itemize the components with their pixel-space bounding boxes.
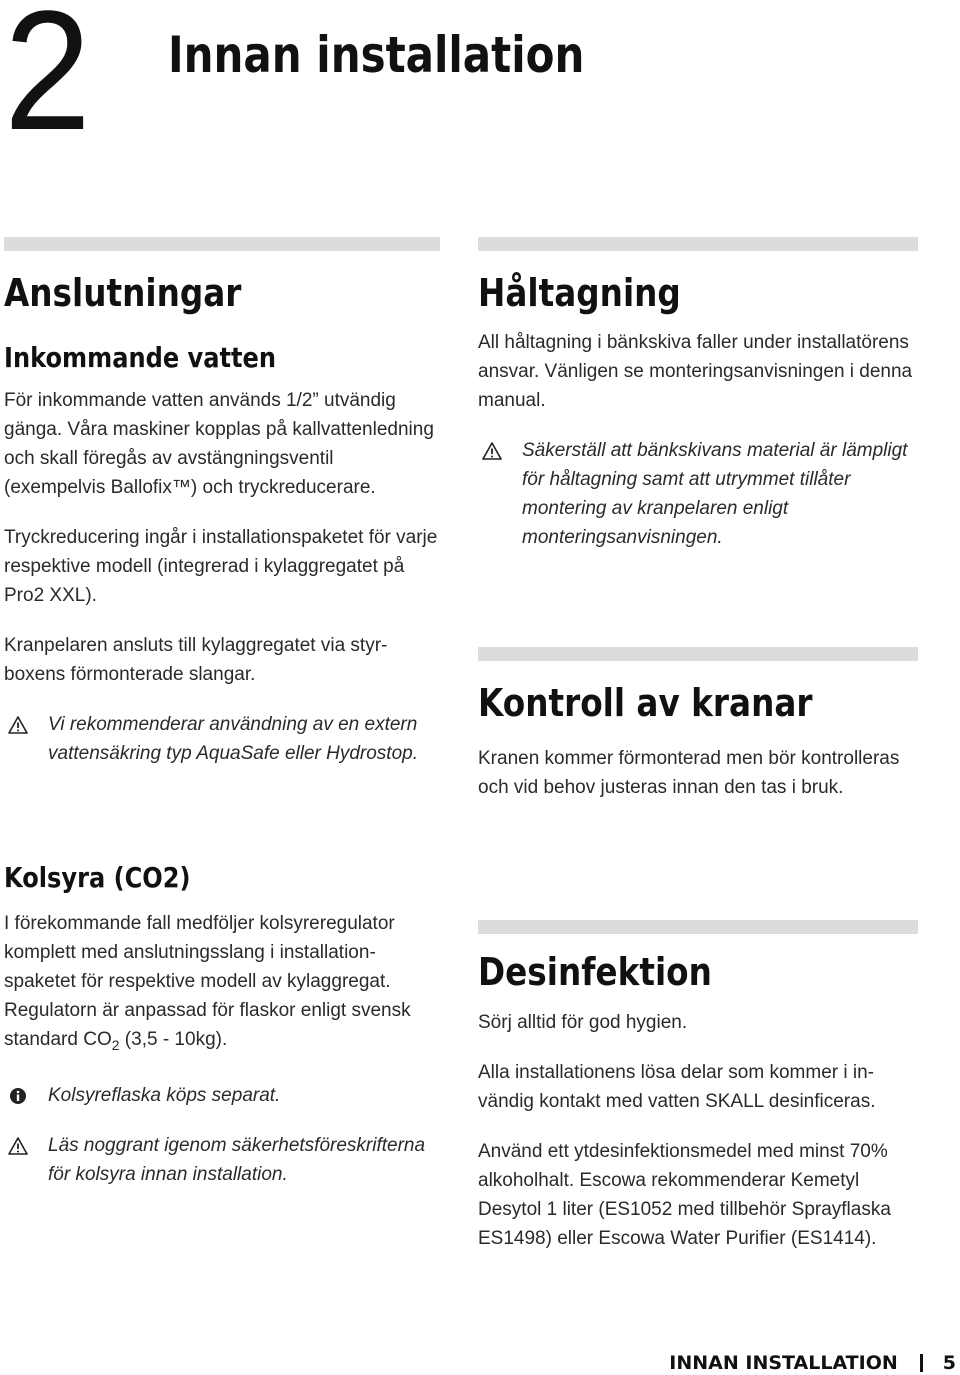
warning-text: Säkerställ att bänkskivans material är lämpligt för håltagning samt att utrymmet tillåter montering av kranpelaren enligt monteringsanvisningen. [522, 439, 908, 548]
section-divider [478, 920, 918, 934]
section-divider [478, 647, 918, 661]
paragraph: Kranen kommer förmonterad men bör kontrolleras och vid behov justeras innan den tas i bruk. [478, 747, 900, 798]
info-note [4, 1081, 440, 1110]
warning-note [4, 1131, 440, 1189]
subscript: 2 [111, 1036, 120, 1053]
footer-section-title: INNAN INSTALLATION [669, 1352, 898, 1374]
section-divider [478, 237, 918, 251]
footer-separator [920, 1354, 923, 1372]
warning-text: Läs noggrant igenom säkerhetsföreskrifterna för kolsyra innan installation. [48, 1134, 426, 1185]
section-heading: Kontroll av kranar [478, 681, 813, 725]
paragraph: Alla installationens lösa delar som kommer i invändig kontakt med vatten SKALL desinficeras. [478, 1061, 876, 1112]
info-icon [8, 1087, 28, 1105]
warning-note [478, 436, 918, 552]
section-heading: Anslutningar [4, 271, 242, 315]
section-heading: Desinfektion [478, 950, 712, 994]
paragraph: För inkommande vatten används 1/2” utvändig gänga. Våra maskiner kopplas på kallvattenledning och skall föregås av avstängningsventil (exempelvis Ballofix™) och tryckreducerare. [4, 389, 434, 498]
section-heading: Håltagning [478, 271, 681, 315]
warning-note [4, 710, 440, 768]
subsection-heading: Inkommande vatten [4, 340, 276, 374]
paragraph: All håltagning i bänkskiva faller under installatörens ansvar. Vänligen se monteringsanvisningen i denna manual. [478, 331, 913, 411]
paragraph [4, 909, 440, 1060]
section-anslutningar [4, 237, 440, 768]
warning-text: Vi rekommenderar användning av en extern vattensäkring typ AquaSafe eller Hydrostop. [48, 713, 418, 764]
paragraph-text: I förekommande fall medföljer kolsyreregulator komplett med anslutningsslang i installationspaketet för respektive modell av kylaggregat. Regulatorn är anpassad för flaskor enligt svensk standard CO [4, 912, 411, 1050]
warning-triangle-icon [8, 716, 28, 734]
paragraph-text-end: (3,5 - 10kg). [119, 1028, 228, 1050]
section-haltagning [478, 237, 918, 552]
warning-triangle-icon [8, 1137, 28, 1155]
section-divider [4, 237, 440, 251]
paragraph: Kranpelaren ansluts till kylaggregatet via styrboxens förmonterade slangar. [4, 634, 388, 685]
warning-triangle-icon [482, 442, 502, 460]
section-kolsyra [4, 863, 440, 1189]
chapter-title: Innan installation [168, 26, 585, 84]
page-footer [669, 1352, 956, 1374]
chapter-number: 2 [4, 0, 86, 166]
page-number: 5 [942, 1352, 956, 1374]
section-heading: Kolsyra (CO2) [4, 861, 191, 894]
section-kontroll [478, 647, 918, 802]
paragraph: Sörj alltid för god hygien. [478, 1011, 688, 1033]
info-text: Kolsyreflaska köps separat. [48, 1084, 281, 1106]
paragraph: Tryckreducering ingår i installationspaketet för varje respektive modell (integrerad i kylaggregatet på Pro2 XXL). [4, 526, 438, 606]
paragraph: Använd ett ytdesinfektionsmedel med minst 70% alkoholhalt. Escowa rekommenderar Kemetyl Desytol 1 liter (ES1052 med tillbehör Sprayflaska ES1498) eller Escowa Water Purifier (ES1414). [478, 1140, 891, 1249]
section-desinfektion [478, 920, 918, 1253]
